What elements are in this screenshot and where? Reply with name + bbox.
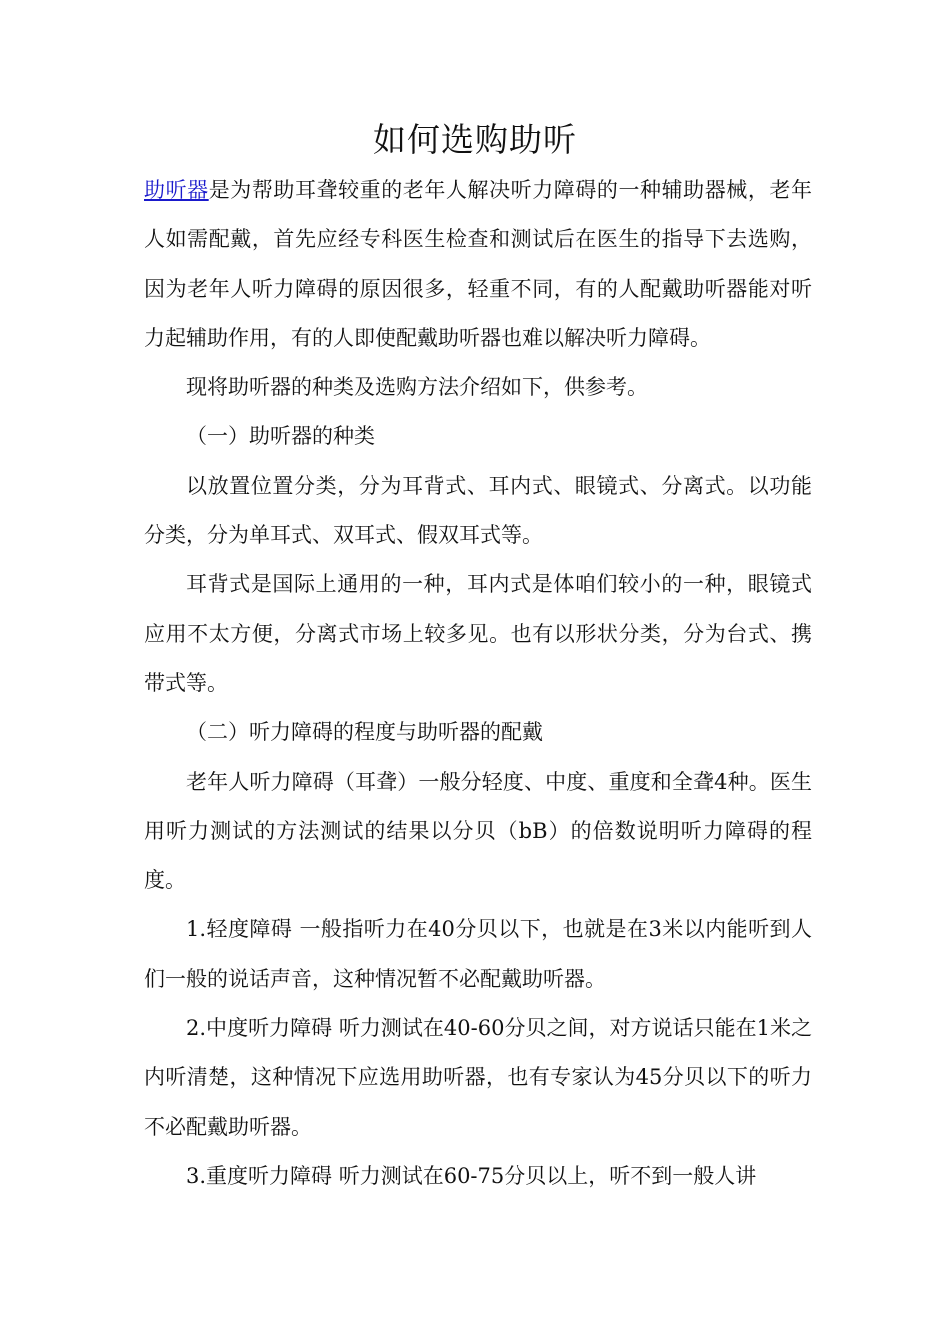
- hearing-aid-link[interactable]: 助听器: [144, 178, 209, 202]
- document-title: 如何选购助听: [373, 120, 577, 159]
- section-heading-types: （一）助听器的种类: [186, 424, 375, 449]
- list-item-severe: 3.重度听力障碍 听力测试在60-75分贝以上，听不到一般人讲: [186, 1163, 757, 1188]
- intro-text: 是为帮助耳聋较重的老年人解决听力障碍的一种辅助器械，老年人如需配戴，首先应经专科医生检查和测试后在医生的指导下去选购，因为老年人听力障碍的原因很多，轻重不同，有的人配戴助听器能对听力起辅助作用，有的人即使配戴助听器也难以解决听力障碍。: [144, 178, 813, 350]
- paragraph-classification: 以放置位置分类，分为耳背式、耳内式、眼镜式、分离式。以功能分类，分为单耳式、双耳式、假双耳式等。: [144, 473, 812, 548]
- paragraph-behind-ear: 耳背式是国际上通用的一种，耳内式是体咱们较小的一种，眼镜式应用不太方便，分离式市场上较多见。也有以形状分类，分为台式、携带式等。: [144, 572, 812, 695]
- section-heading-degree: （二）听力障碍的程度与助听器的配戴: [186, 720, 543, 745]
- paragraph-overview: 现将助听器的种类及选购方法介绍如下，供参考。: [186, 375, 648, 400]
- list-item-moderate: 2.中度听力障碍 听力测试在40-60分贝之间，对方说话只能在1米之内听清楚，这种情况下应选用助听器，也有专家认为45分贝以下的听力不必配戴助听器。: [144, 1016, 812, 1139]
- paragraph-hearing-loss-levels: 老年人听力障碍（耳聋）一般分轻度、中度、重度和全聋4种。医生用听力测试的方法测试的结果以分贝（bB）的倍数说明听力障碍的程度。: [144, 769, 812, 893]
- document-body: [144, 166, 812, 1201]
- list-item-mild: 1.轻度障碍 一般指听力在40分贝以下，也就是在3米以内能听到人们一般的说话声音，这种情况暂不必配戴助听器。: [144, 917, 812, 991]
- intro-paragraph: [144, 166, 812, 363]
